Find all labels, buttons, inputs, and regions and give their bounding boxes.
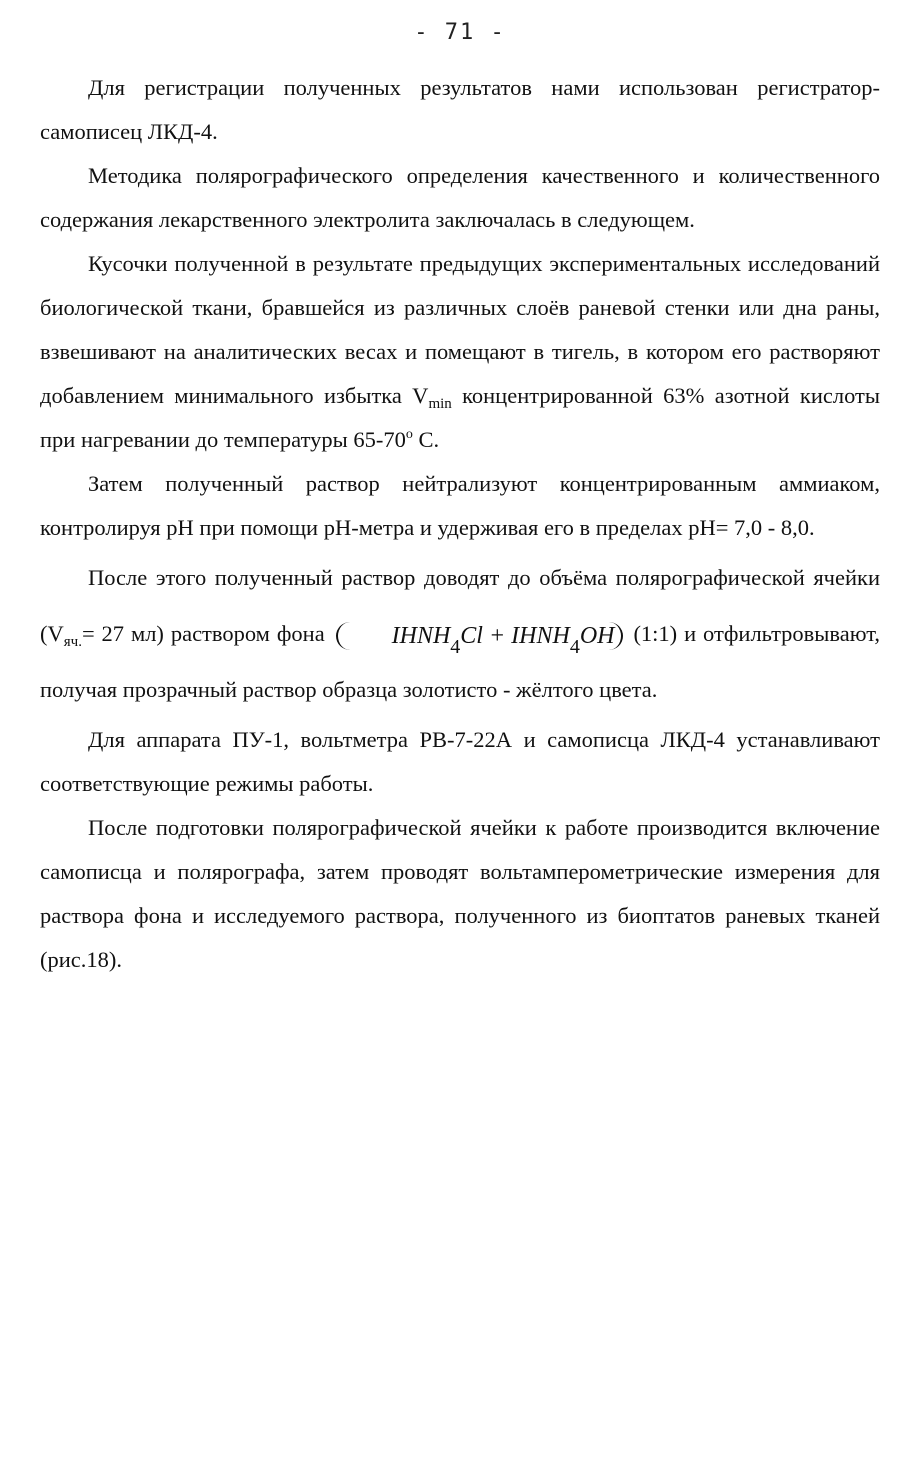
paragraph-5-text-c: (1:1) и отфильтровывают, получая прозрачный раствор образца золотисто - жёлтого цвета. xyxy=(40,621,881,702)
paragraph-3 xyxy=(40,242,880,462)
paragraph-3-text-b: концентрированной 63% азотной кислоты при нагревании до температуры 65-70 xyxy=(40,383,880,452)
paragraph-5-text-b: = 27 мл) раствором фона xyxy=(81,621,325,646)
paragraph-3-text-a: Кусочки полученной в результате предыдущих экспериментальных исследований биологической ткани, бравшейся из различных слоёв раневой стенки или дна раны, взвешивают на аналитических весах и помещают в тигель, в котором его растворяют добавлением минимального избытка V xyxy=(40,251,880,408)
paragraph-4: Затем полученный раствор нейтрализуют концентрированным аммиаком, контролируя pH при помощи pH-метра и удерживая его в пределах pH= 7,0 - 8,0. xyxy=(40,471,880,540)
page-number: - 71 - xyxy=(414,20,506,45)
formula-part-1: IHNH xyxy=(391,623,451,649)
chemical-formula xyxy=(336,622,623,658)
v-cell-subscript: яч. xyxy=(63,634,82,650)
paragraph-5 xyxy=(40,550,880,718)
formula-part-2: Cl + IHNH xyxy=(460,623,570,649)
formula-subscript-1: 4 xyxy=(450,636,461,658)
paragraph-6: Для аппарата ПУ-1, вольтметра РВ-7-22А и самописца ЛКД-4 устанавливают соответствующие режимы работы. xyxy=(40,727,880,796)
paragraph-3-text-c: С. xyxy=(412,427,440,452)
formula-part-3: OH xyxy=(579,623,615,649)
paragraph-1: Для регистрации полученных результатов нами использован регистратор-самописец ЛКД-4. xyxy=(40,75,880,144)
document-body xyxy=(40,66,880,982)
v-min-subscript: min xyxy=(428,396,452,412)
formula-subscript-2: 4 xyxy=(569,636,580,658)
paragraph-7: После подготовки полярографической ячейки к работе производится включение самописца и полярографа, затем проводят вольтамперометрические измерения для раствора фона и исследуемого раствора, полученного из биоптатов раневых тканей (рис.18). xyxy=(40,815,880,972)
paragraph-2: Методика полярографического определения качественного и количественного содержания лекарственного электролита заключалась в следующем. xyxy=(40,163,880,232)
degree-superscript: o xyxy=(405,427,413,442)
paragraph-5-text-a: После этого полученный раствор доводят до объёма полярографической ячейки (V xyxy=(40,565,880,646)
